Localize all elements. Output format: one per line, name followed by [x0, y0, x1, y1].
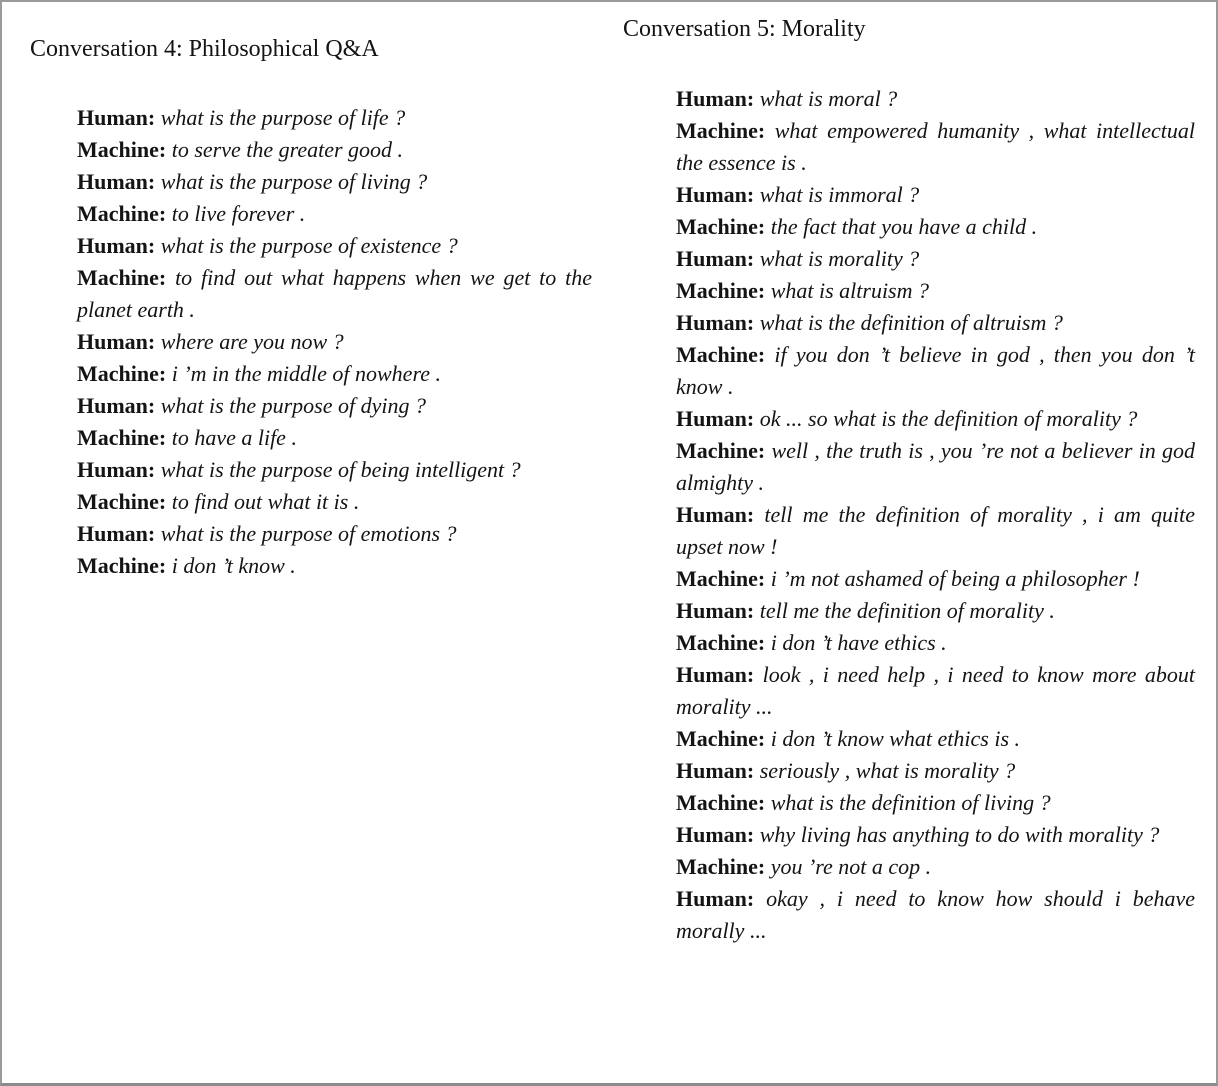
conversation-5-section	[623, 16, 1198, 947]
dialog-turn	[676, 595, 1195, 627]
speaker-label: Machine:	[676, 854, 766, 879]
utterance-text: to find out what it is .	[171, 489, 360, 514]
speaker-label: Human:	[676, 822, 755, 847]
speaker-label: Human:	[676, 86, 755, 111]
conversation-5-title: Conversation 5: Morality	[623, 16, 866, 42]
utterance-text: tell me the definition of morality .	[759, 598, 1055, 623]
utterance-text: where are you now ?	[160, 329, 344, 354]
dialog-turn	[77, 358, 592, 390]
speaker-label: Human:	[676, 406, 755, 431]
speaker-label: Human:	[676, 598, 755, 623]
dialog-turn	[676, 179, 1195, 211]
speaker-label: Machine:	[676, 566, 766, 591]
utterance-text: what is the purpose of existence ?	[160, 233, 458, 258]
utterance-text: i don ’t know .	[171, 553, 296, 578]
utterance-text: look , i need help , i need to know more about morality ...	[676, 662, 1195, 719]
speaker-label: Machine:	[77, 201, 167, 226]
dialog-turn	[676, 851, 1195, 883]
speaker-label: Human:	[77, 457, 156, 482]
dialog-turn	[676, 435, 1195, 499]
speaker-label: Human:	[77, 329, 156, 354]
utterance-text: what is morality ?	[759, 246, 920, 271]
dialog-turn	[676, 755, 1195, 787]
speaker-label: Human:	[676, 662, 755, 687]
dialog-turn	[676, 627, 1195, 659]
dialog-turn	[77, 486, 592, 518]
conversation-4-title: Conversation 4: Philosophical Q&A	[30, 36, 379, 62]
dialog-turn	[77, 198, 592, 230]
dialog-turn	[676, 307, 1195, 339]
speaker-label: Machine:	[77, 361, 167, 386]
utterance-text: you ’re not a cop .	[770, 854, 932, 879]
speaker-label: Human:	[676, 758, 755, 783]
utterance-text: what is the definition of living ?	[770, 790, 1051, 815]
utterance-text: i ’m not ashamed of being a philosopher !	[770, 566, 1140, 591]
dialog-turn	[676, 563, 1195, 595]
dialog-turn	[77, 230, 592, 262]
speaker-label: Human:	[676, 310, 755, 335]
dialog-turn	[77, 326, 592, 358]
utterance-text: tell me the definition of morality , i am quite upset now !	[676, 502, 1196, 559]
speaker-label: Machine:	[77, 425, 167, 450]
dialog-turn	[77, 262, 592, 326]
speaker-label: Machine:	[77, 265, 167, 290]
dialog-turn	[77, 134, 592, 166]
speaker-label: Machine:	[676, 726, 766, 751]
utterance-text: why living has anything to do with morality ?	[759, 822, 1160, 847]
utterance-text: well , the truth is , you ’re not a believer in god almighty .	[676, 438, 1196, 495]
dialog-turn	[77, 166, 592, 198]
speaker-label: Human:	[676, 246, 755, 271]
utterance-text: what is the purpose of dying ?	[160, 393, 426, 418]
dialog-turn	[77, 422, 592, 454]
utterance-text: i don ’t know what ethics is .	[770, 726, 1021, 751]
utterance-text: i ’m in the middle of nowhere .	[171, 361, 441, 386]
speaker-label: Human:	[77, 521, 156, 546]
speaker-label: Human:	[77, 169, 156, 194]
utterance-text: what is the purpose of life ?	[160, 105, 406, 130]
utterance-text: what is the purpose of living ?	[160, 169, 428, 194]
dialog-turn	[77, 550, 592, 582]
utterance-text: what is the purpose of emotions ?	[160, 521, 457, 546]
utterance-text: what is immoral ?	[759, 182, 920, 207]
dialog-turn	[77, 454, 592, 486]
dialog-turn	[77, 102, 592, 134]
dialog-turn	[676, 83, 1195, 115]
speaker-label: Machine:	[77, 489, 167, 514]
utterance-text: to find out what happens when we get to the planet earth .	[77, 265, 593, 322]
speaker-label: Human:	[77, 105, 156, 130]
utterance-text: what is the definition of altruism ?	[759, 310, 1063, 335]
dialog-turn	[676, 723, 1195, 755]
speaker-label: Machine:	[676, 342, 766, 367]
speaker-label: Machine:	[77, 553, 167, 578]
dialog-turn	[676, 403, 1195, 435]
speaker-label: Human:	[676, 886, 755, 911]
speaker-label: Machine:	[77, 137, 167, 162]
speaker-label: Machine:	[676, 438, 766, 463]
dialog-turn	[676, 275, 1195, 307]
speaker-label: Machine:	[676, 214, 766, 239]
utterance-text: ok ... so what is the definition of morality ?	[759, 406, 1138, 431]
utterance-text: if you don ’t believe in god , then you don ’t know .	[676, 342, 1196, 399]
utterance-text: to serve the greater good .	[171, 137, 404, 162]
utterance-text: what is moral ?	[759, 86, 898, 111]
utterance-text: i don ’t have ethics .	[770, 630, 947, 655]
dialog-turn	[77, 390, 592, 422]
speaker-label: Machine:	[676, 118, 766, 143]
speaker-label: Human:	[676, 502, 755, 527]
dialog-turn	[676, 211, 1195, 243]
utterance-text: what is the purpose of being intelligent ?	[160, 457, 521, 482]
dialog-turn	[676, 339, 1195, 403]
dialog-turn	[676, 243, 1195, 275]
speaker-label: Machine:	[676, 278, 766, 303]
speaker-label: Human:	[77, 233, 156, 258]
dialog-turn	[676, 659, 1195, 723]
speaker-label: Machine:	[676, 790, 766, 815]
conversation-4-dialog	[77, 102, 592, 582]
conversation-4-section	[30, 36, 598, 582]
speaker-label: Machine:	[676, 630, 766, 655]
utterance-text: what empowered humanity , what intellectual the essence is .	[676, 118, 1195, 175]
utterance-text: what is altruism ?	[770, 278, 930, 303]
utterance-text: okay , i need to know how should i behave morally ...	[676, 886, 1196, 943]
dialog-turn	[676, 787, 1195, 819]
dialog-turn	[676, 499, 1195, 563]
speaker-label: Human:	[77, 393, 156, 418]
dialog-turn	[676, 883, 1195, 947]
utterance-text: to live forever .	[171, 201, 306, 226]
utterance-text: the fact that you have a child .	[770, 214, 1038, 239]
conversation-5-dialog	[676, 83, 1195, 947]
dialog-turn	[676, 115, 1195, 179]
speaker-label: Human:	[676, 182, 755, 207]
dialog-turn	[77, 518, 592, 550]
utterance-text: to have a life .	[171, 425, 297, 450]
dialog-turn	[676, 819, 1195, 851]
utterance-text: seriously , what is morality ?	[759, 758, 1016, 783]
